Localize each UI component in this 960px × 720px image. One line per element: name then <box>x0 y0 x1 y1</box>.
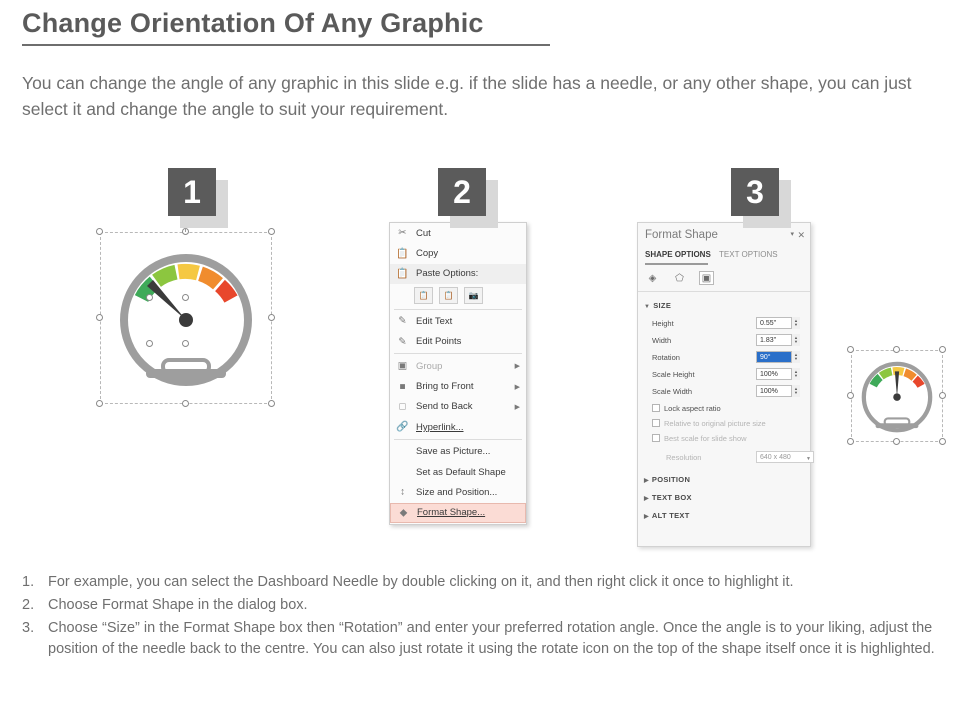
hyperlink-icon: 🔗 <box>396 421 409 433</box>
triangle-right-icon: ▶ <box>644 478 649 484</box>
group-icon: ▣ <box>397 360 408 372</box>
section-header-alt-text[interactable]: ▶ ALT TEXT <box>644 511 690 520</box>
paste-picture-icon[interactable]: 📷 <box>464 287 483 304</box>
bring-front-icon: ■ <box>399 381 406 393</box>
fill-bucket-icon[interactable]: ◈ <box>648 272 657 284</box>
field-rotation[interactable] <box>652 351 807 364</box>
menu-item-edit-points[interactable] <box>390 332 526 352</box>
field-label: Scale Width <box>652 387 693 396</box>
list-item-text: Choose “Size” in the Format Shape box then “Rotation” and enter your preferred rotation angle. Once the angle is to your liking, adjust the position of the needle back to the centre. You can also just rotate it using the rotate icon on the top of the shape itself once it is highlighted. <box>48 620 935 657</box>
resize-handle-n[interactable] <box>893 346 900 353</box>
checkbox-best-scale-slideshow: Best scale for slide show <box>652 434 747 443</box>
edit-text-icon: ✎ <box>398 315 407 327</box>
menu-item-label: Cut <box>416 227 431 239</box>
width-input[interactable]: 1.83" <box>756 334 800 346</box>
scale-width-input[interactable]: 100% <box>756 385 800 397</box>
triangle-right-icon: ▶ <box>644 514 649 520</box>
menu-item-set-as-default-shape[interactable] <box>390 462 526 482</box>
menu-item-bring-to-front[interactable] <box>390 376 526 396</box>
resize-handle-se[interactable] <box>939 438 946 445</box>
field-width[interactable] <box>652 334 807 347</box>
resize-handle-w[interactable] <box>847 392 854 399</box>
paste-options-row[interactable] <box>390 284 526 307</box>
needle-handle-2[interactable] <box>182 294 189 301</box>
rotation-input[interactable]: 90° <box>756 351 800 363</box>
scale-width-stepper[interactable]: ▲ ▼ <box>791 385 800 397</box>
resize-handle-s[interactable] <box>893 438 900 445</box>
field-label: Scale Height <box>652 370 695 379</box>
menu-item-hyperlink[interactable] <box>390 417 526 437</box>
menu-item-copy[interactable] <box>390 243 526 263</box>
context-menu[interactable] <box>389 222 527 525</box>
menu-item-label: Copy <box>416 248 439 260</box>
menu-item-label: Edit Points <box>416 336 462 348</box>
field-label: Height <box>652 319 674 328</box>
selection-box <box>100 232 272 404</box>
menu-item-size-and-position[interactable] <box>390 482 526 502</box>
step-badge-3: 3 <box>731 168 779 216</box>
menu-item-group <box>390 356 526 376</box>
resize-handle-nw[interactable] <box>847 346 854 353</box>
list-item-number: 1. <box>22 574 35 590</box>
menu-item-edit-text[interactable] <box>390 311 526 331</box>
needle-handle-3[interactable] <box>182 340 189 347</box>
list-item <box>22 572 942 593</box>
resize-handle-sw[interactable] <box>847 438 854 445</box>
menu-item-save-as-picture[interactable] <box>390 442 526 462</box>
copy-icon: 📋 <box>396 248 409 260</box>
checkbox-box[interactable] <box>652 404 660 412</box>
rotation-stepper[interactable]: ▲ ▼ <box>791 351 800 363</box>
height-stepper[interactable]: ▲ ▼ <box>791 317 800 329</box>
menu-separator <box>394 353 522 354</box>
checkbox-box <box>652 419 660 427</box>
width-stepper[interactable]: ▲ ▼ <box>791 334 800 346</box>
section-header-position[interactable]: ▶ POSITION <box>644 475 691 484</box>
menu-item-label: Set as Default Shape <box>416 466 506 478</box>
list-item <box>22 595 942 616</box>
list-item-text: Choose Format Shape in the dialog box. <box>48 597 308 613</box>
clipboard-icon: 📋 <box>396 268 409 280</box>
menu-item-label: Group <box>416 360 443 372</box>
pane-tabs[interactable] <box>645 250 778 259</box>
resize-handle-sw[interactable] <box>96 400 103 407</box>
triangle-right-icon: ▶ <box>644 496 649 502</box>
paste-destination-theme-icon[interactable]: 📋 <box>439 287 458 304</box>
step-badge-2: 2 <box>438 168 486 216</box>
section-header-size[interactable]: ▼ SIZE <box>644 301 672 310</box>
list-item-number: 3. <box>22 620 35 636</box>
gauge-graphic-rotated[interactable] <box>851 350 943 442</box>
menu-item-format-shape[interactable] <box>390 503 526 523</box>
scale-height-input[interactable]: 100% <box>756 368 800 380</box>
tab-active-underline <box>645 263 708 265</box>
triangle-down-icon: ▼ <box>644 304 651 310</box>
selection-box-rotated <box>851 350 943 442</box>
menu-item-label: Size and Position... <box>416 486 498 498</box>
title-underline <box>22 44 550 46</box>
field-label: Resolution <box>666 453 702 462</box>
list-item-number: 2. <box>22 597 35 613</box>
pane-title: Format Shape <box>645 229 718 241</box>
menu-item-label: Send to Back <box>416 401 473 413</box>
needle-handle-4[interactable] <box>146 340 153 347</box>
field-label: Width <box>652 336 672 345</box>
resize-handle-s[interactable] <box>182 400 189 407</box>
checkbox-lock-aspect-ratio[interactable]: Lock aspect ratio <box>652 404 721 413</box>
field-resolution <box>652 451 811 464</box>
pane-icon-row[interactable] <box>645 271 714 285</box>
pane-divider <box>638 291 810 292</box>
send-back-icon: □ <box>399 401 406 413</box>
menu-item-paste-options[interactable] <box>390 264 526 284</box>
field-label: Rotation <box>652 353 680 362</box>
tab-shape-options[interactable]: SHAPE OPTIONS <box>645 250 711 259</box>
list-item-text: For example, you can select the Dashboard Needle by double clicking on it, and then right click it once to highlight it. <box>48 574 794 590</box>
menu-item-label: Edit Text <box>416 315 453 327</box>
step-badge-1: 1 <box>168 168 216 216</box>
checkbox-relative-original-size: Relative to original picture size <box>652 419 766 428</box>
chevron-down-icon: ▼ <box>806 456 811 462</box>
section-header-text-box[interactable]: ▶ TEXT BOX <box>644 493 692 502</box>
resize-handle-nw[interactable] <box>96 228 103 235</box>
instruction-list <box>22 572 942 662</box>
field-height[interactable] <box>652 317 807 330</box>
paste-keep-source-icon[interactable]: 📋 <box>414 287 433 304</box>
checkbox-box <box>652 434 660 442</box>
needle-handle-1[interactable] <box>146 294 153 301</box>
resize-handle-w[interactable] <box>96 314 103 321</box>
chevron-right-icon: ▶ <box>514 383 520 391</box>
size-position-icon: ↕ <box>400 486 405 498</box>
pentagon-effects-icon[interactable]: ⬠ <box>675 272 684 284</box>
resize-handle-e[interactable] <box>268 314 275 321</box>
page-subtitle: You can change the angle of any graphic in this slide e.g. if the slide has a needle, or any other shape, you can just select it and change the angle to suit your requirement. <box>22 73 912 119</box>
menu-separator <box>394 309 522 310</box>
resolution-select[interactable]: 640 x 480 ▼ <box>756 451 814 463</box>
format-shape-pane[interactable] <box>637 222 811 547</box>
field-scale-width[interactable] <box>652 385 807 398</box>
resize-handle-ne[interactable] <box>939 346 946 353</box>
menu-item-label: Bring to Front <box>416 381 474 393</box>
close-icon[interactable]: ✕ <box>797 230 805 240</box>
resize-handle-se[interactable] <box>268 400 275 407</box>
scissors-icon: ✂ <box>398 227 407 239</box>
resize-handle-e[interactable] <box>939 392 946 399</box>
menu-item-label: Hyperlink... <box>416 421 464 433</box>
scale-height-stepper[interactable]: ▲ ▼ <box>791 368 800 380</box>
height-input[interactable]: 0.55" <box>756 317 800 329</box>
chevron-right-icon: ▶ <box>514 363 520 371</box>
size-properties-icon[interactable]: ▣ <box>699 271 714 285</box>
tab-text-options[interactable]: TEXT OPTIONS <box>719 250 778 259</box>
menu-item-label: Format Shape... <box>417 507 486 519</box>
page-title: Change Orientation Of Any Graphic <box>22 8 484 38</box>
menu-separator <box>394 439 522 440</box>
menu-item-label: Save as Picture... <box>416 446 491 458</box>
list-item <box>22 618 942 660</box>
gauge-graphic-selected[interactable] <box>100 232 272 404</box>
chevron-down-icon[interactable]: ▾ <box>790 231 794 238</box>
chevron-right-icon: ▶ <box>514 403 520 411</box>
format-shape-icon: ◆ <box>399 507 408 519</box>
resize-handle-ne[interactable] <box>268 228 275 235</box>
edit-points-icon: ✎ <box>398 336 407 348</box>
menu-item-send-to-back[interactable] <box>390 397 526 417</box>
field-scale-height[interactable] <box>652 368 807 381</box>
menu-item-label: Paste Options: <box>416 268 479 280</box>
